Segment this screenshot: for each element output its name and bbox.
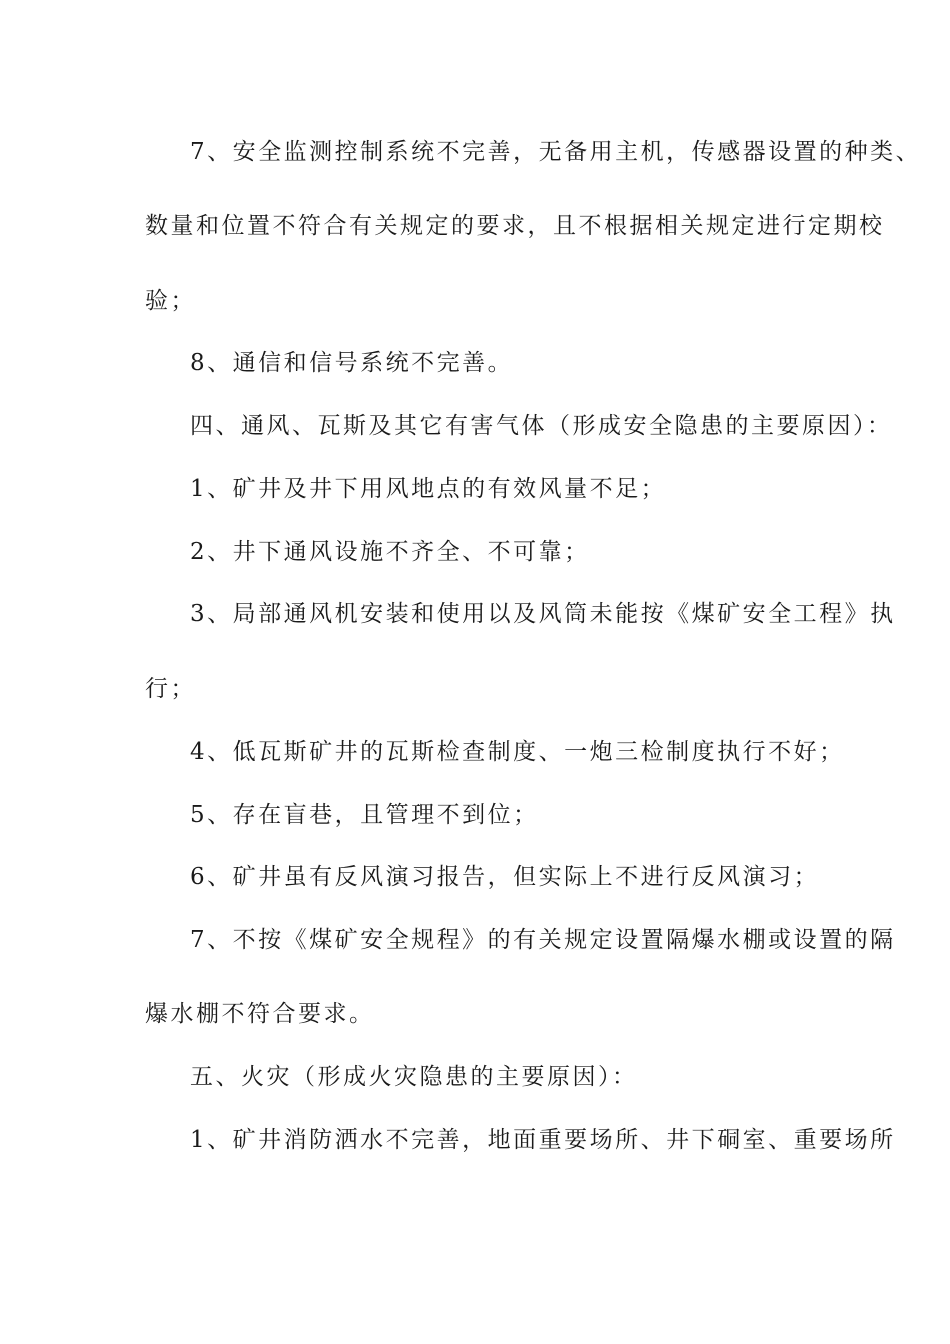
paragraph-line: 3、局部通风机安装和使用以及风筒未能按《煤矿安全工程》执 — [190, 601, 896, 627]
paragraph-line: 1、矿井消防洒水不完善，地面重要场所、井下硐室、重要场所 — [190, 1127, 896, 1153]
paragraph-line: 4、低瓦斯矿井的瓦斯检查制度、一炮三检制度执行不好； — [190, 739, 845, 765]
paragraph-line: 8、通信和信号系统不完善。 — [190, 350, 514, 376]
paragraph-line: 爆水棚不符合要求。 — [145, 1001, 375, 1027]
paragraph-line: 5、存在盲巷，且管理不到位； — [190, 802, 539, 828]
paragraph-line: 6、矿井虽有反风演习报告，但实际上不进行反风演习； — [190, 864, 820, 890]
section-heading: 四、通风、瓦斯及其它有害气体（形成安全隐患的主要原因）： — [190, 413, 893, 439]
paragraph-line: 7、安全监测控制系统不完善，无备用主机，传感器设置的种类、 — [190, 139, 922, 165]
paragraph-line: 1、矿井及井下用风地点的有效风量不足； — [190, 476, 667, 502]
paragraph-line: 数量和位置不符合有关规定的要求，且不根据相关规定进行定期校 — [145, 213, 885, 239]
paragraph-line: 2、井下通风设施不齐全、不可靠； — [190, 539, 590, 565]
paragraph-line: 验； — [145, 288, 196, 314]
paragraph-line: 7、不按《煤矿安全规程》的有关规定设置隔爆水棚或设置的隔 — [190, 927, 896, 953]
paragraph-line: 行； — [145, 676, 196, 702]
section-heading: 五、火灾（形成火灾隐患的主要原因）： — [190, 1064, 638, 1090]
